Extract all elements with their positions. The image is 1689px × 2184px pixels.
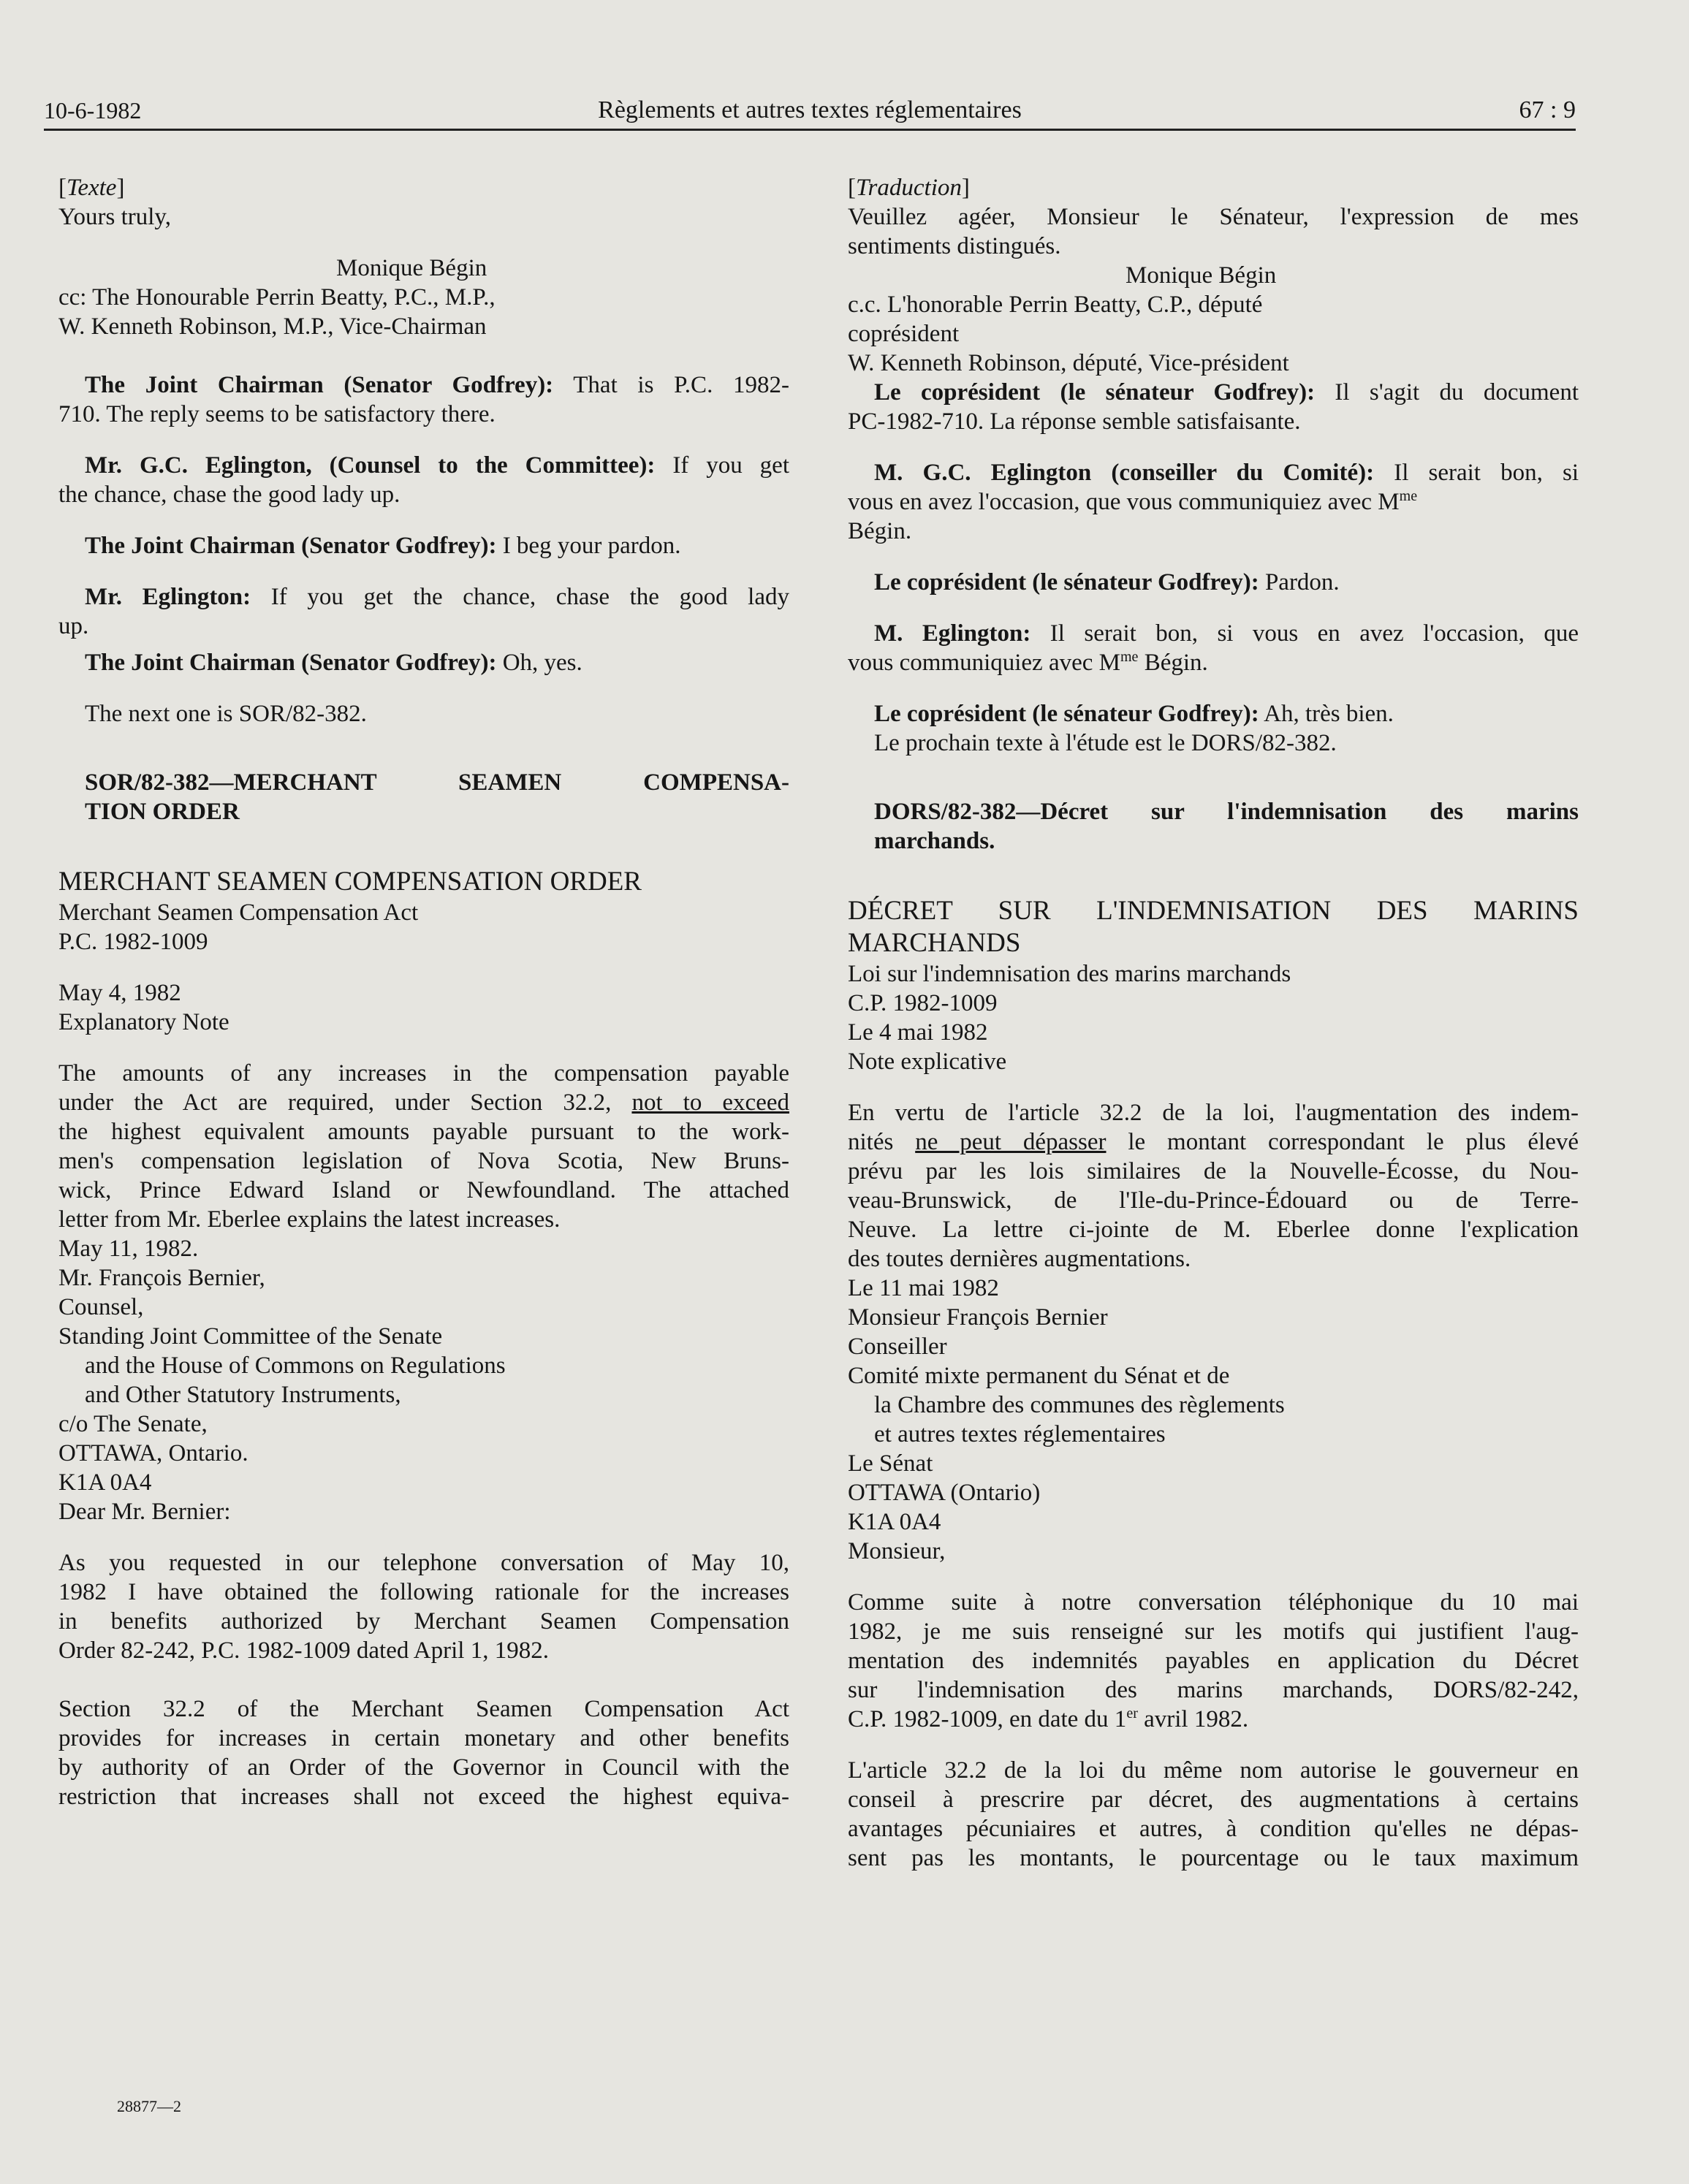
speech-paragraph: Le prochain texte à l'étude est le DORS/82-382.: [874, 730, 1337, 756]
speech-paragraph: M. G.C. Eglington (conseiller du Comité): Il serait bon, si vous en avez l'occasion, que vous communiquiez avec $M^{me}$ Bégin.: [848, 460, 1579, 544]
address-block: Monsieur François Bernier Conseiller Comité mixte permanent du Sénat et de la Chambre des communes des règlements et autres textes réglementaires Le Sénat OTTAWA (Ontario) K1A 0A4: [848, 1304, 1285, 1535]
letter-paragraph: As you requested in our telephone conversation of May 10, 1982 I have obtained the following rationale for the increases in benefits authorized by Merchant Seamen Compensation Order 82-242, P.C. 1982-1009 dated April 1, 1982.: [58, 1550, 789, 1664]
act-name: Loi sur l'indemnisation des marins marchands: [848, 961, 1291, 987]
speech-paragraph: Le coprésident (le sénateur Godfrey): Pardon.: [874, 569, 1340, 596]
order-title: DÉCRET SUR L'INDEMNISATION DES MARINS MARCHANDS: [848, 896, 1579, 958]
speech-paragraph: Mr. Eglington: If you get the chance, chase the good lady up.: [58, 584, 789, 639]
speaker: Mr. Eglington:: [85, 584, 251, 610]
speaker: M. G.C. Eglington (conseiller du Comité):: [874, 460, 1375, 486]
speech-paragraph: The Joint Chairman (Senator Godfrey): Oh, yes.: [85, 650, 582, 676]
speaker: The Joint Chairman (Senator Godfrey):: [85, 533, 497, 559]
act-name: Merchant Seamen Compensation Act: [58, 899, 419, 926]
print-code: 28877—2: [117, 2097, 181, 2115]
letter-date: May 11, 1982.: [58, 1236, 199, 1262]
signature: Monique Bégin: [336, 255, 487, 281]
underlined-phrase: ne peut dépasser: [915, 1129, 1107, 1155]
page-header: [44, 95, 1576, 131]
order-title: MERCHANT SEAMEN COMPENSATION ORDER: [58, 867, 642, 897]
letter-paragraph: Comme suite à notre conversation téléphonique du 10 mai 1982, je me suis renseigné sur les motifs qui justifient l'aug- mentation des indemnités payables en application du Décret sur l'indemnisation des marins marchands, DORS/82-242, C.P. 1982-1009, en date du 1er avril 1982.: [848, 1589, 1579, 1732]
section-heading: SOR/82-382—MERCHANT SEAMEN COMPENSA- TION ORDER: [85, 769, 789, 825]
speaker: Le coprésident (le sénateur Godfrey):: [874, 379, 1316, 406]
speech-paragraph: M. Eglington: Il serait bon, si vous en avez l'occasion, que vous communiquiez avec $M^{me}$ Bégin.: [848, 620, 1579, 676]
pc-number: C.P. 1982-1009: [848, 990, 998, 1016]
cc-line: W. Kenneth Robinson, M.P., Vice-Chairman: [58, 313, 487, 340]
speech-paragraph: Le coprésident (le sénateur Godfrey): Ah, très bien.: [874, 701, 1394, 727]
letter-date: Le 11 mai 1982: [848, 1275, 999, 1301]
speech-paragraph: Le coprésident (le sénateur Godfrey): Il s'agit du document PC-1982-710. La réponse semble satisfaisante.: [848, 379, 1579, 435]
header-title: Règlements et autres textes réglementaires: [598, 96, 1022, 123]
salutation: Monsieur,: [848, 1538, 946, 1564]
section-heading: DORS/82-382—Décret sur l'indemnisation des marins marchands.: [874, 799, 1579, 854]
cc-line: coprésident: [848, 321, 960, 347]
cc-line: cc: The Honourable Perrin Beatty, P.C., M.P.,: [58, 284, 496, 311]
speech-paragraph: The Joint Chairman (Senator Godfrey): I beg your pardon.: [85, 533, 681, 559]
pc-number: P.C. 1982-1009: [58, 929, 208, 955]
letter-closing: sentiments distingués.: [848, 233, 1061, 259]
speech-paragraph: The next one is SOR/82-382.: [85, 701, 367, 727]
letter-paragraph: L'article 32.2 de la loi du même nom autorise le gouverneur en conseil à prescrire par décret, des augmentations à certains avantages pécuniaires et autres, à condition qu'elles ne dépas- sent pas les montants, le pourcentage ou le taux maximum: [848, 1757, 1579, 1871]
salutation: Dear Mr. Bernier:: [58, 1499, 231, 1525]
header-page-number: 67 : 9: [1519, 96, 1576, 123]
explanatory-note: The amounts of any increases in the compensation payable under the Act are required, under Section 32.2, not to exceed the highest equivalent amounts payable pursuant to the work- men's compensation legislation of Nova Scotia, New Bruns- wick, Prince Edward Island or Newfoundland. The attached letter from Mr. Eberlee explains the latest increases.: [58, 1060, 789, 1233]
speech-paragraph: Mr. G.C. Eglington, (Counsel to the Committee): If you get the chance, chase the good lady up.: [58, 452, 790, 508]
translation-tag: [Traduction]: [848, 175, 970, 201]
order-date: May 4, 1982: [58, 980, 181, 1006]
order-date: Le 4 mai 1982: [848, 1019, 988, 1046]
signature: Monique Bégin: [1126, 262, 1277, 289]
letter-closing: Veuillez agéer, Monsieur le Sénateur, l'expression de mes: [848, 204, 1579, 230]
explanatory-note-label: Explanatory Note: [58, 1009, 229, 1035]
speaker: M. Eglington:: [874, 620, 1031, 647]
address-block: Mr. François Bernier, Counsel, Standing Joint Committee of the Senate and the House of Commons on Regulations and Other Statutory Instruments, c/o The Senate, OTTAWA, Ontario. K1A 0A4: [58, 1265, 506, 1496]
speaker: Le coprésident (le sénateur Godfrey):: [874, 569, 1259, 596]
cc-line: W. Kenneth Robinson, député, Vice-président: [848, 350, 1289, 376]
speech-paragraph: The Joint Chairman (Senator Godfrey): That is P.C. 1982- 710. The reply seems to be satisfactory there.: [58, 372, 789, 427]
speaker: Mr. G.C. Eglington, (Counsel to the Committee):: [85, 452, 656, 479]
english-column: [58, 173, 789, 1811]
letter-closing: Yours truly,: [58, 204, 172, 230]
text-tag: [Texte]: [58, 175, 125, 201]
explanatory-note-label: Note explicative: [848, 1049, 1007, 1075]
cc-line: c.c. L'honorable Perrin Beatty, C.P., député: [848, 292, 1263, 318]
speaker: Le coprésident (le sénateur Godfrey):: [874, 701, 1259, 727]
header-date: 10-6-1982: [44, 97, 142, 123]
french-column: [848, 173, 1579, 1873]
speaker: The Joint Chairman (Senator Godfrey):: [85, 372, 554, 398]
speaker: The Joint Chairman (Senator Godfrey):: [85, 650, 497, 676]
letter-paragraph: Section 32.2 of the Merchant Seamen Compensation Act provides for increases in certain monetary and other benefits by authority of an Order of the Governor in Council with the restriction that increases shall not exceed the highest equiva-: [58, 1696, 789, 1810]
explanatory-note: En vertu de l'article 32.2 de la loi, l'augmentation des indem- nités ne peut dépasser le montant correspondant le plus élevé prévu par les lois similaires de la Nouvelle-Écosse, du Nou- veau-Brunswick, de l'Ile-du-Prince-Édouard ou de Terre- Neuve. La lettre ci-jointe de M. Eberlee donne l'explication des toutes dernières augmentations.: [848, 1100, 1579, 1272]
underlined-phrase: not to exceed: [631, 1089, 789, 1116]
